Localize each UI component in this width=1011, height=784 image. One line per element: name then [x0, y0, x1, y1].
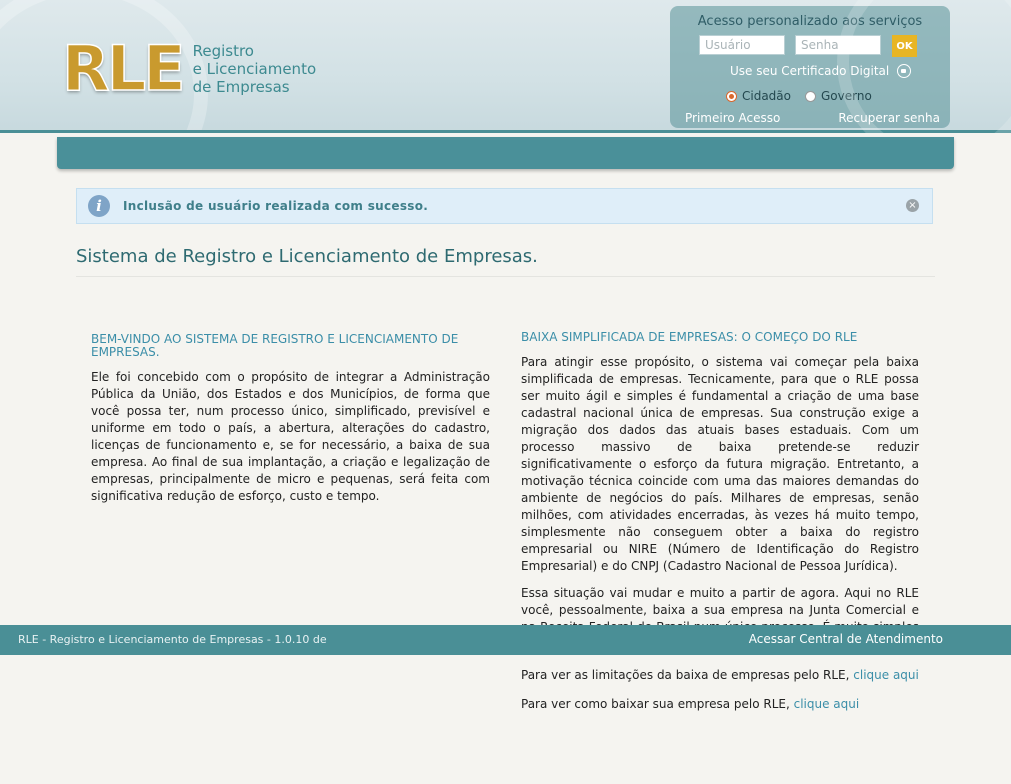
- radio-cidadao[interactable]: [726, 89, 791, 103]
- lock-icon[interactable]: [897, 64, 911, 78]
- recover-password-link[interactable]: Recuperar senha: [838, 111, 940, 125]
- welcome-section: [91, 333, 490, 515]
- version-text: RLE - Registro e Licenciamento de Empresas - 1.0.10 de: [18, 633, 327, 646]
- simplified-closure-section: [521, 331, 919, 663]
- radio-governo-button[interactable]: [805, 91, 816, 102]
- logo-line-1: Registro: [192, 42, 254, 60]
- notice-message: Inclusão de usuário realizada com sucesso.: [123, 199, 429, 213]
- closure-paragraph-1: Para atingir esse propósito, o sistema vai começar pela baixa simplificada de empresas. Tecnicamente, para que o RLE possa ser muito ágil e simples é fundamental a criação de uma base cadastral nacional única de empresas. Sua construção exige a migração dos dados das atuais bases estaduais. Com um processo massivo de baixa pretende-se reduzir significativamente o esforço da futura migração. Entretanto, a motivação técnica coincide com uma das maiores demandas do ambiente de negócios do país. Milhares de empresas, senão milhões, com atividades encerradas, às vezes há muito tempo, simplesmente não conseguem obter a baixa do registro empresarial ou NIRE (Número de Identificação do Registro Empresarial) e do CNPJ (Cadastro Nacional de Pessoa Jurídica).: [521, 355, 919, 573]
- ok-button[interactable]: OK: [892, 35, 917, 57]
- limits-line: [521, 667, 919, 684]
- radio-cidadao-button[interactable]: [726, 91, 737, 102]
- howto-text: Para ver como baixar sua empresa pelo RLE,: [521, 697, 794, 711]
- profile-radio-group: [726, 89, 872, 103]
- howto-line: [521, 696, 919, 713]
- logo-mark: RLE: [62, 32, 183, 105]
- closure-links: [521, 667, 919, 725]
- nav-bar: [57, 137, 954, 169]
- first-access-link[interactable]: Primeiro Acesso: [685, 111, 781, 125]
- title-divider: [76, 276, 935, 277]
- radio-cidadao-label: Cidadão: [742, 89, 791, 103]
- logo-line-2: e Licenciamento: [192, 60, 317, 78]
- closure-paragraph-2: Essa situação vai mudar e muito a partir de agora. Aqui no RLE você, pessoalmente, baixa a sua empresa na Junta Comercial e: [521, 586, 919, 617]
- howto-link[interactable]: clique aqui: [793, 697, 860, 711]
- logo-text: [193, 42, 317, 96]
- page-title: Sistema de Registro e Licenciamento de Empresas.: [76, 246, 538, 267]
- limits-link[interactable]: clique aqui: [853, 668, 919, 682]
- radio-governo-label: Governo: [821, 89, 872, 103]
- username-input[interactable]: [699, 35, 785, 55]
- login-panel: [670, 6, 950, 128]
- limits-text: Para ver as limitações da baixa de empresas pelo RLE,: [521, 668, 854, 682]
- closure-heading: BAIXA SIMPLIFICADA DE EMPRESAS: O COMEÇO DO RLE: [521, 330, 858, 344]
- welcome-paragraph: Ele foi concebido com o propósito de integrar a Administração Pública da União, dos Estados e dos Municípios, de forma que você possa ter, num processo único, simplificado, previsível e uniforme em todo o país, a abertura, alterações do cadastro, licenças de funcionamento e, se for necessário, a baixa de sua empresa. Ao final de sua implantação, a criação e legalização de empresas, principalmente de micro e pequenas, será feita com significativa redução de esforço, custo e tempo.: [91, 370, 490, 503]
- certificate-label: Use seu Certificado Digital: [730, 64, 890, 78]
- certificate-link[interactable]: [730, 64, 911, 78]
- radio-governo[interactable]: [805, 89, 872, 103]
- login-title: Acesso personalizado aos serviços: [697, 14, 923, 29]
- site-footer: [0, 625, 1011, 655]
- header-band: [0, 130, 1011, 133]
- support-center-link[interactable]: Acessar Central de Atendimento: [748, 632, 943, 646]
- welcome-heading: BEM-VINDO AO SISTEMA DE REGISTRO E LICENCIAMENTO DE EMPRESAS.: [91, 332, 459, 359]
- rle-logo[interactable]: [62, 32, 317, 105]
- close-icon[interactable]: ×: [906, 199, 919, 212]
- site-header: [0, 0, 1011, 133]
- password-input[interactable]: [795, 35, 881, 55]
- success-notice: [76, 188, 933, 224]
- logo-line-3: de Empresas: [192, 78, 290, 96]
- info-icon: i: [88, 195, 110, 217]
- login-links: [685, 111, 940, 125]
